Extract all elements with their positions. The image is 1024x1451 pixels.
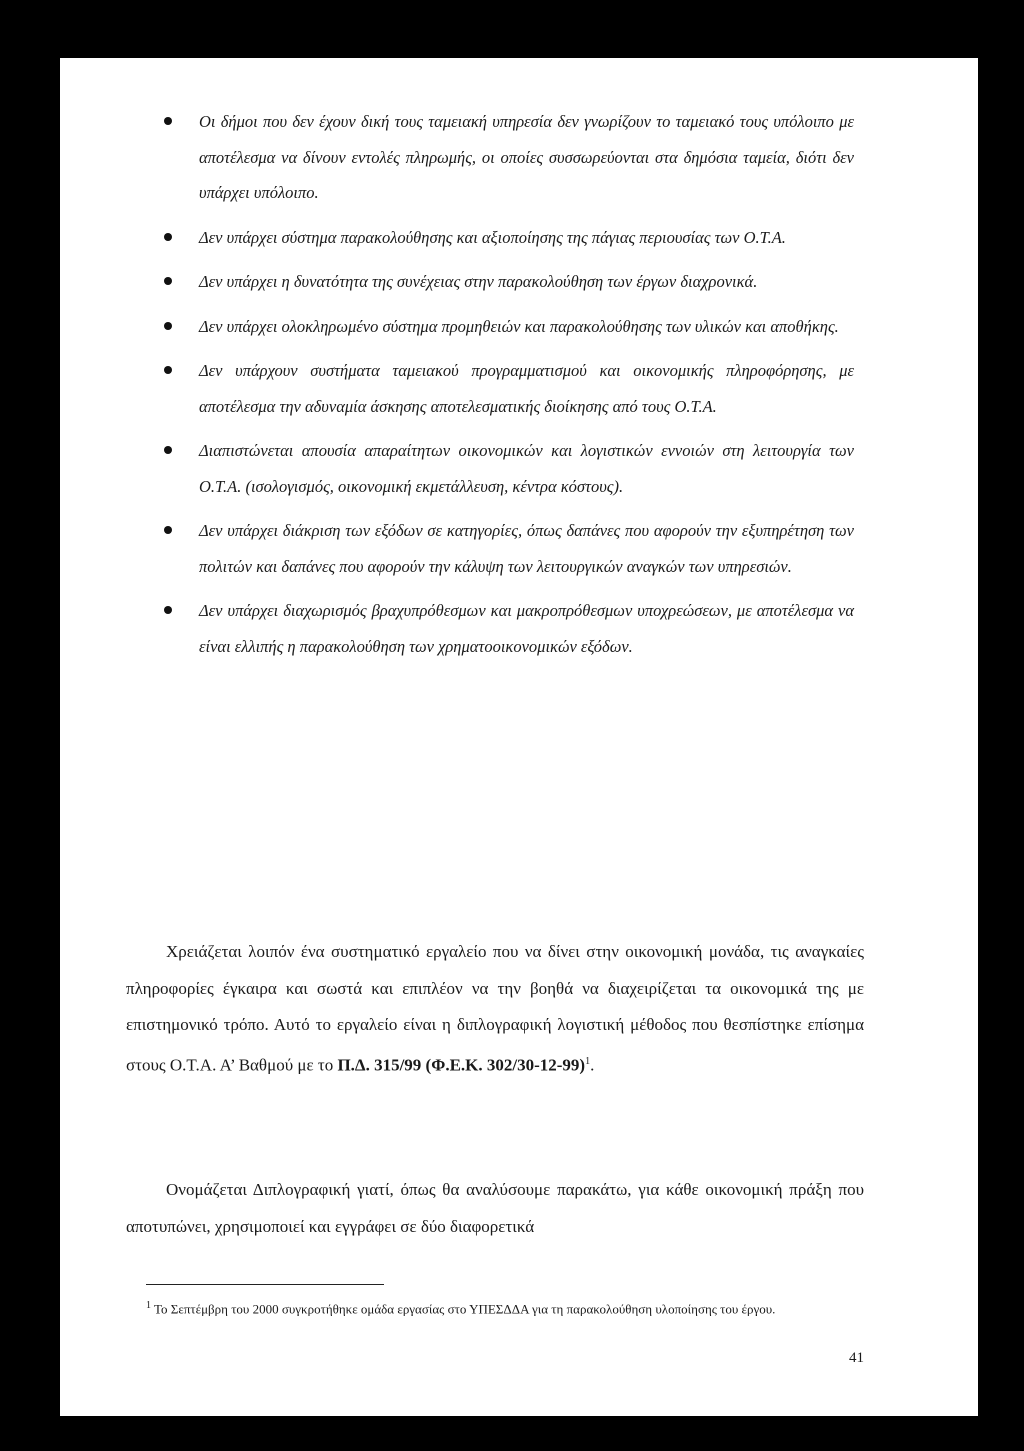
footnote-separator xyxy=(146,1284,384,1285)
list-item xyxy=(164,513,854,584)
bullet-text: Δεν υπάρχει η δυνατότητα της συνέχειας στην παρακολούθηση των έργων διαχρονικά. xyxy=(199,272,758,291)
bullet-icon xyxy=(164,366,172,374)
list-item xyxy=(164,264,854,300)
list-item xyxy=(164,220,854,256)
legal-reference: Π.Δ. 315/99 (Φ.Ε.Κ. 302/30-12-99) xyxy=(337,1055,586,1075)
document-page xyxy=(60,58,978,1416)
bullet-text: Δεν υπάρχει ολοκληρωμένο σύστημα προμηθειών και παρακολούθησης των υλικών και αποθήκης. xyxy=(199,316,839,336)
list-item xyxy=(164,309,854,345)
bullet-text: Διαπιστώνεται απουσία απαραίτητων οικονομικών και λογιστικών εννοιών στη λειτουργία των Ο.Τ.Α. (ισολογισμός, οικονομική εκμετάλλευση, κέντρα κόστους). xyxy=(199,441,854,496)
bullet-text: Δεν υπάρχουν συστήματα ταμειακού προγραμματισμού και οικονομικής πληροφόρησης, με αποτέλεσμα την αδυναμία άσκησης αποτελεσματικής διοίκησης από τους Ο.Τ.Α. xyxy=(199,361,854,416)
footnote-marker[interactable]: 1 xyxy=(585,1055,591,1067)
bullet-text: Οι δήμοι που δεν έχουν δική τους ταμειακή υπηρεσία δεν γνωρίζουν το ταμειακό τους υπόλοιπο με αποτέλεσμα να δίνουν εντολές πληρωμής, οι οποίες συσσωρεύονται στα δημόσια ταμεία, διότι δεν υπάρχει υπόλοιπο. xyxy=(199,112,854,202)
bullet-icon xyxy=(164,606,172,614)
bullet-icon xyxy=(164,526,172,534)
bullet-icon xyxy=(164,117,172,125)
bullet-text: Δεν υπάρχει διάκριση των εξόδων σε κατηγορίες, όπως δαπάνες που αφορούν την εξυπηρέτηση των πολιτών και δαπάνες που αφορούν την κάλυψη των λειτουργικών αναγκών των υπηρεσιών. xyxy=(199,521,854,576)
bullet-list xyxy=(164,104,854,673)
bullet-text: Δεν υπάρχει διαχωρισμός βραχυπρόθεσμων και μακροπρόθεσμων υποχρεώσεων, με αποτέλεσμα να είναι ελλιπής η παρακολούθηση των χρηματοοικονομικών εξόδων. xyxy=(199,601,854,656)
footnote-number: 1 xyxy=(146,1300,151,1311)
bullet-icon xyxy=(164,277,172,285)
footnote xyxy=(126,1295,864,1319)
page-number: 41 xyxy=(849,1350,864,1366)
list-item xyxy=(164,104,854,211)
footnote-text: Το Σεπτέμβρη του 2000 συγκροτήθηκε ομάδα εργασίας στο ΥΠΕΣΔΔΑ για τη παρακολούθηση υλοποίησης του έργου. xyxy=(154,1301,776,1317)
paragraph-end: . xyxy=(590,1055,595,1075)
bullet-text: Δεν υπάρχει σύστημα παρακολούθησης και αξιοποίησης της πάγιας περιουσίας των Ο.Τ.Α. xyxy=(199,227,786,247)
list-item xyxy=(164,353,854,424)
list-item xyxy=(164,593,854,664)
body-paragraph-tool xyxy=(126,934,864,1084)
body-paragraph-definition: Ονομάζεται Διπλογραφική γιατί, όπως θα αναλύσουμε παρακάτω, για κάθε οικονομική πράξη που αποτυπώνει, χρησιμοποιεί και εγγράφει σε δύο διαφορετικά xyxy=(126,1180,864,1236)
bullet-icon xyxy=(164,446,172,454)
bullet-icon xyxy=(164,233,172,241)
bullet-icon xyxy=(164,322,172,330)
paragraph-text: Χρειάζεται λοιπόν ένα συστηματικό εργαλείο που να δίνει στην οικονομική μονάδα, τις αναγκαίες πληροφορίες έγκαιρα και σωστά και επιπλέον να την βοηθά να διαχειρίζεται τα οικονομικά της με επιστημονικό τρόπο. Αυτό το εργαλείο είναι η διπλογραφική λογιστική μέθοδος που θεσπίστηκε επίσημα στους Ο.Τ.Α. Α’ Βαθμού με το xyxy=(126,942,864,1075)
list-item xyxy=(164,433,854,504)
